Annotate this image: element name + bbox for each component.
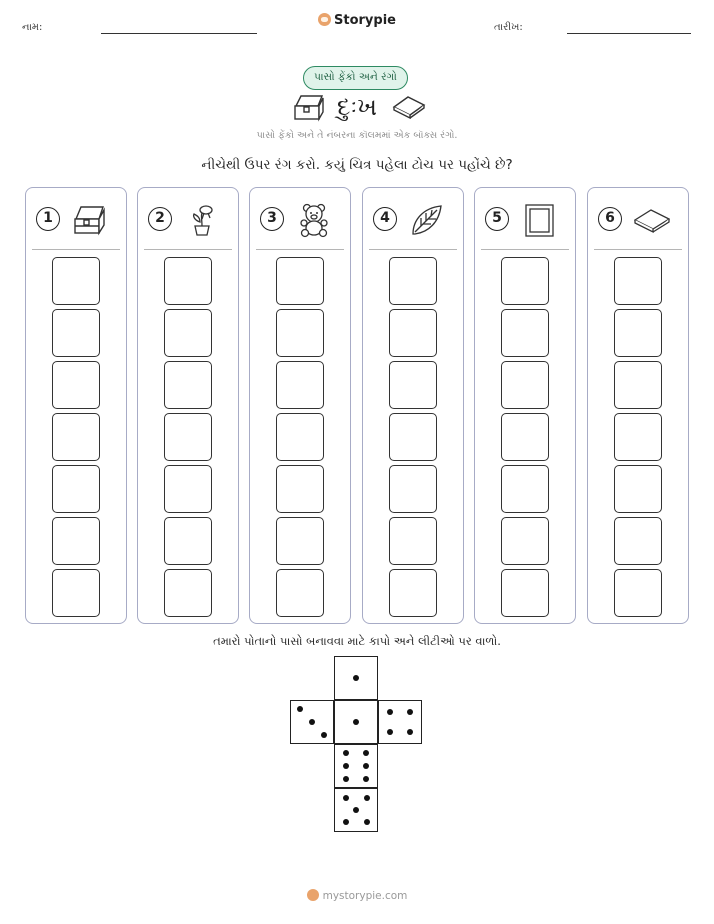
color-box[interactable] — [389, 413, 437, 461]
color-box[interactable] — [614, 309, 662, 357]
color-box[interactable] — [389, 257, 437, 305]
instructions-subtitle: પાસો ફેંકો અને તે નંબરના કૉલમમાં એક બૉક્સ રંગો. — [256, 130, 458, 141]
column-divider — [144, 249, 232, 250]
color-box[interactable] — [164, 569, 212, 617]
dice-pip — [309, 719, 315, 725]
color-box[interactable] — [276, 413, 324, 461]
bear-logo-icon — [307, 889, 319, 901]
column-1 — [25, 187, 127, 624]
color-box[interactable] — [501, 309, 549, 357]
dice-pip — [387, 729, 393, 735]
dice-pip — [364, 819, 370, 825]
name-line[interactable] — [101, 33, 257, 34]
column-number: 5 — [485, 207, 509, 231]
dice-pip — [343, 750, 349, 756]
column-6 — [587, 187, 689, 624]
treasure-chest-icon — [72, 202, 108, 238]
color-box[interactable] — [501, 569, 549, 617]
dice-face-6 — [334, 744, 378, 788]
brand-text: Storypie — [334, 13, 396, 28]
column-divider — [481, 249, 569, 250]
column-divider — [32, 249, 120, 250]
color-box[interactable] — [389, 361, 437, 409]
dice-pip — [343, 819, 349, 825]
color-box[interactable] — [52, 361, 100, 409]
color-box[interactable] — [389, 569, 437, 617]
dice-pip — [353, 719, 359, 725]
teddy-bear-icon — [296, 202, 332, 238]
closed-book-icon — [392, 95, 426, 119]
column-5 — [474, 187, 576, 624]
footer — [0, 889, 714, 902]
color-box[interactable] — [501, 517, 549, 565]
dice-pip — [364, 795, 370, 801]
color-box[interactable] — [164, 465, 212, 513]
color-box[interactable] — [614, 465, 662, 513]
dice-pip — [387, 709, 393, 715]
dice-pip — [407, 709, 413, 715]
column-number: 4 — [373, 207, 397, 231]
footer-url[interactable]: mystorypie.com — [322, 890, 408, 902]
color-box[interactable] — [164, 309, 212, 357]
column-divider — [594, 249, 682, 250]
color-box[interactable] — [501, 413, 549, 461]
empty-frame-icon — [521, 202, 557, 238]
color-box[interactable] — [276, 517, 324, 565]
dice-pip — [297, 706, 303, 712]
color-box[interactable] — [501, 361, 549, 409]
activity-pill: પાસો ફેંકો અને રંગો — [303, 66, 408, 90]
color-box[interactable] — [164, 517, 212, 565]
color-box[interactable] — [389, 465, 437, 513]
date-label: તારીખ: — [494, 22, 523, 33]
dice-pip — [353, 675, 359, 681]
column-4 — [362, 187, 464, 624]
color-box[interactable] — [276, 257, 324, 305]
dice-instruction: તમારો પોતાનો પાસો બનાવવા માટે કાપો અને લીટીઓ પર વાળો. — [213, 634, 501, 648]
color-box[interactable] — [501, 257, 549, 305]
dice-pip — [407, 729, 413, 735]
dice-pip — [363, 776, 369, 782]
dice-pip — [363, 763, 369, 769]
color-box[interactable] — [389, 309, 437, 357]
dice-face-5 — [334, 788, 378, 832]
color-box[interactable] — [52, 465, 100, 513]
color-box[interactable] — [276, 361, 324, 409]
dice-face-4 — [378, 700, 422, 744]
column-3 — [249, 187, 351, 624]
column-number: 6 — [598, 207, 622, 231]
dice-pip — [363, 750, 369, 756]
color-box[interactable] — [276, 309, 324, 357]
color-box[interactable] — [52, 517, 100, 565]
page-title: દુઃખ — [336, 93, 378, 121]
color-box[interactable] — [614, 257, 662, 305]
column-number: 1 — [36, 207, 60, 231]
wilted-flower-icon — [184, 202, 220, 238]
color-box[interactable] — [52, 257, 100, 305]
dice-pip — [343, 776, 349, 782]
column-number: 3 — [260, 207, 284, 231]
column-number: 2 — [148, 207, 172, 231]
color-box[interactable] — [614, 413, 662, 461]
dice-pip — [343, 795, 349, 801]
color-box[interactable] — [164, 257, 212, 305]
dice-face-3 — [290, 700, 334, 744]
color-box[interactable] — [389, 517, 437, 565]
color-box[interactable] — [164, 413, 212, 461]
color-box[interactable] — [52, 309, 100, 357]
dice-face-1 — [334, 656, 378, 700]
color-box[interactable] — [276, 569, 324, 617]
color-box[interactable] — [614, 517, 662, 565]
dice-pip — [343, 763, 349, 769]
question-text: નીચેથી ઉપર રંગ કરો. કયું ચિત્ર પહેલા ટોચ પર પહોંચે છે? — [201, 157, 513, 173]
column-2 — [137, 187, 239, 624]
leaf-icon — [409, 202, 445, 238]
date-line[interactable] — [567, 33, 691, 34]
column-divider — [369, 249, 457, 250]
color-box[interactable] — [164, 361, 212, 409]
dice-face-1 — [334, 700, 378, 744]
color-box[interactable] — [614, 361, 662, 409]
closed-book-icon — [634, 202, 670, 238]
dice-pip — [353, 807, 359, 813]
dice-pip — [321, 732, 327, 738]
brand-logo — [0, 13, 714, 28]
name-label: નામ: — [22, 22, 43, 33]
color-box[interactable] — [52, 413, 100, 461]
color-box[interactable] — [276, 465, 324, 513]
color-box[interactable] — [614, 569, 662, 617]
bear-logo-icon — [318, 13, 331, 26]
color-box[interactable] — [501, 465, 549, 513]
column-divider — [256, 249, 344, 250]
color-box[interactable] — [52, 569, 100, 617]
